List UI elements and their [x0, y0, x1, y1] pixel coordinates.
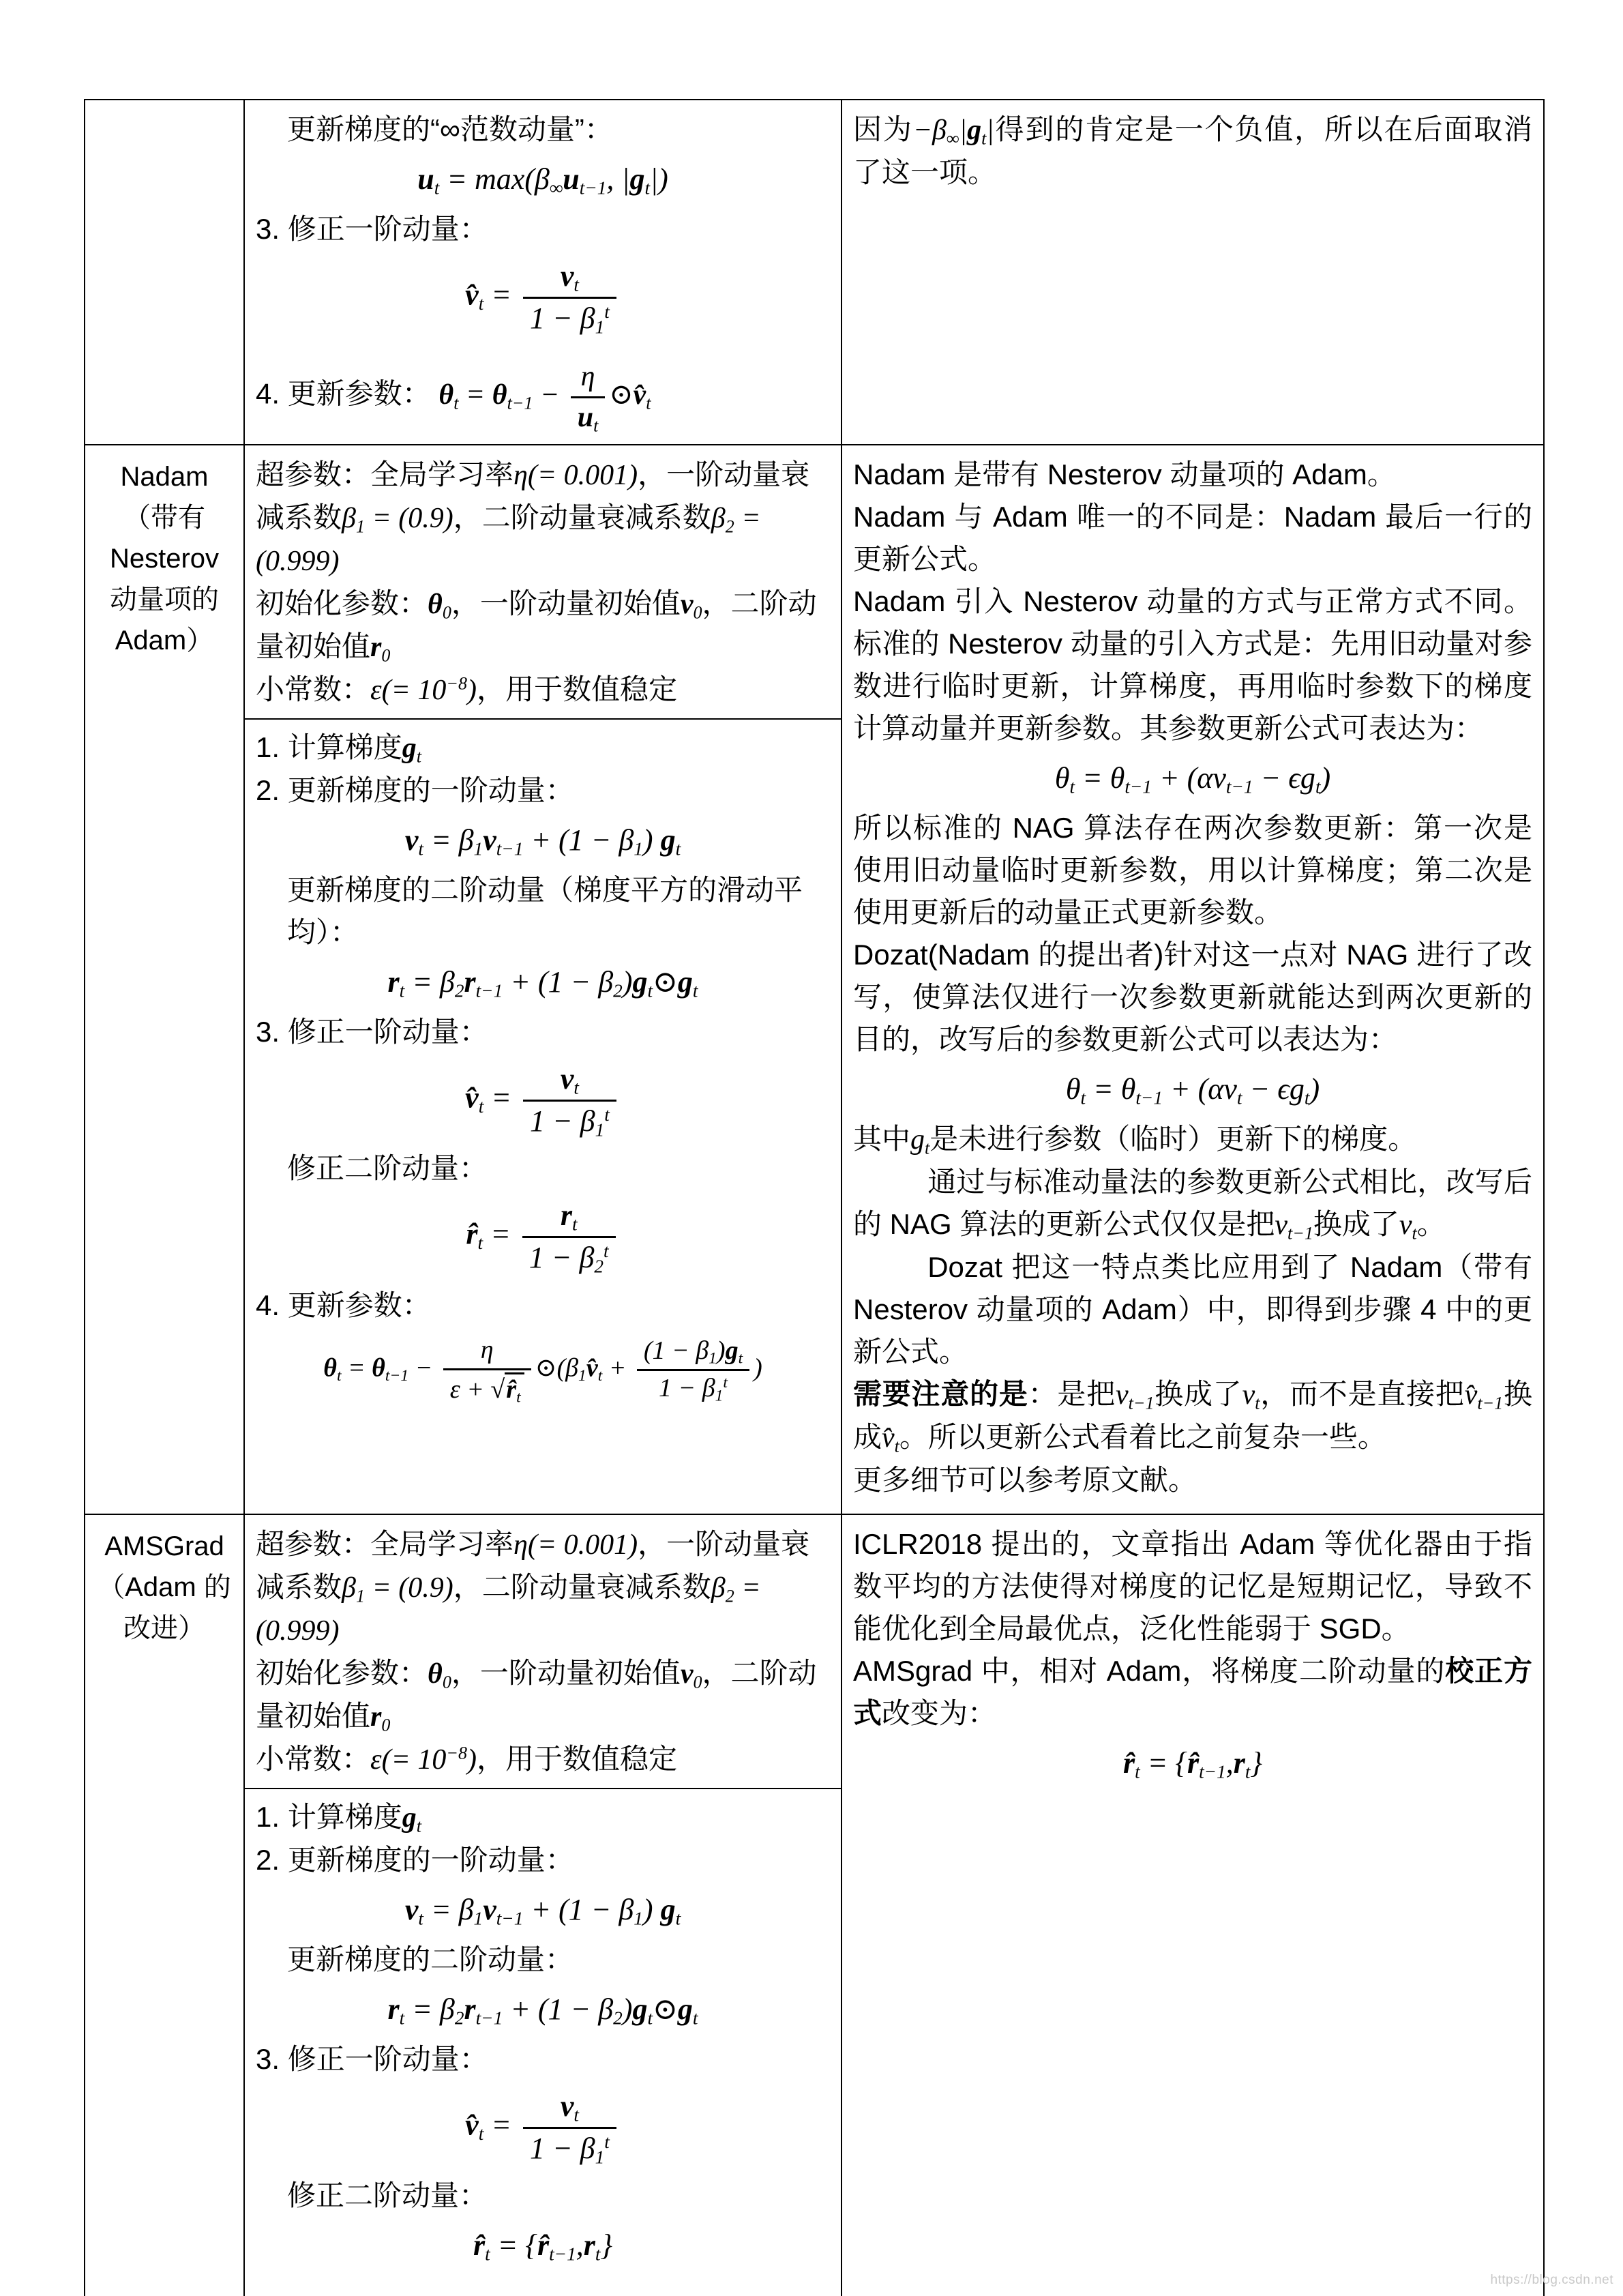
paragraph: 通过与标准动量法的参数更新公式相比，改写后的 NAG 算法的更新公式仅仅是把$v_{t-1}$换成了$v_t$。: [853, 1165, 1532, 1243]
paragraph: 所以标准的 NAG 算法存在两次参数更新：第一次是使用旧动量临时更新参数，用以计算梯度；第二次是使用更新后的动量正式更新参数。: [853, 811, 1532, 928]
paragraph: 需要注意的是：是把$v_{t-1}$换成了$v_t$，而不是直接把$v̂_{t-1}$换成$v̂_t$。所以更新公式看着比之前复杂一些。: [853, 1377, 1532, 1456]
table-row-adamax-continued: [85, 100, 1544, 445]
algorithm-name-line: AMSGrad: [104, 1531, 224, 1562]
optimizer-comparison-table: [84, 99, 1545, 2296]
formula: $\theta_t = \theta_{t-1}$ − $\frac{\eta}{\varepsilon + √r̂_t}$ $⊙(\beta_1v̂_t$ + $\frac{(1 - \beta_1)g_t}{1 - \beta_1^t}$ ): [323, 1335, 762, 1407]
algorithm-notes-cell: [842, 445, 1544, 1514]
algorithm-name-line: （Adam 的: [98, 1572, 231, 1603]
paragraph: Nadam 与 Adam 唯一的不同是：Nadam 最后一行的更新公式。: [853, 501, 1532, 576]
section-divider: [245, 1788, 841, 1789]
algorithm-name-line: 改进）: [123, 1613, 205, 1644]
algorithm-name-cell: [85, 100, 244, 445]
formula: $r̂_t$ = $\{r̂_{t-1},r_t\}$: [1122, 1746, 1263, 1782]
list-item: 4. 更新参数： $\theta_t = \theta_{t-1}$ − $\frac{\eta}{u_t}$ $⊙v̂_t$: [256, 361, 651, 436]
list-item: 1. 计算梯度$g_t$: [256, 1801, 421, 1836]
section-divider: [245, 718, 841, 720]
list-item: 3. 修正一阶动量：: [256, 2042, 488, 2075]
algorithm-name-line: Nadam: [120, 462, 209, 492]
paragraph: Dozat 把这一特点类比应用到了 Nadam（带有 Nesterov 动量项的 Adam）中，即得到步骤 4 中的更新公式。: [853, 1250, 1532, 1368]
paragraph: ICLR2018 提出的，文章指出 Adam 等优化器由于指数平均的方法使得对梯度的记忆是短期记忆，导致不能优化到全局最优点，泛化性能弱于 SGD。: [853, 1528, 1532, 1645]
paragraph: 因为$-\beta_\infty|g_t|$得到的肯定是一个负值，所以在后面取消了这一项。: [853, 113, 1532, 188]
list-item: 2. 更新梯度的一阶动量：: [256, 774, 574, 807]
paragraph: 更新梯度的二阶动量：: [287, 1943, 574, 1975]
paragraph: 更新梯度的“∞范数动量”：: [287, 113, 613, 145]
formula: $u_t = \max(\beta_\infty u_{t-1}$, $|g_t|$): [417, 162, 668, 198]
paragraph: 更多细节可以参考原文献。: [853, 1463, 1197, 1496]
paragraph: 初始化参数：$\theta_0$，一阶动量初始值$v_0$，二阶动量初始值$r_0$: [256, 1657, 817, 1735]
square-root: $√r̂_t$: [490, 1372, 524, 1406]
fraction: $\frac{\eta}{u_t}$: [571, 359, 606, 435]
paragraph: Nadam 是带有 Nesterov 动量项的 Adam。: [853, 458, 1396, 491]
formula: $r_t = \beta_2r_{t-1} + (1$ − $\beta_2)g_t⊙g_t$: [387, 965, 698, 1001]
algorithm-steps-cell: [244, 445, 842, 1514]
list-item: 3. 修正一阶动量：: [256, 212, 488, 245]
list-item: 2. 更新梯度的一阶动量：: [256, 1844, 574, 1876]
algorithm-name-cell: [85, 445, 244, 1514]
fraction: $\frac{\eta}{\varepsilon + √r̂_t}$: [443, 1335, 531, 1405]
fraction: $\frac{r_t}{1 - \beta_2^t}$: [522, 1198, 616, 1276]
formula: $v̂_t$ = $\frac{v_t}{1 - \beta_1^t}$: [256, 257, 830, 338]
algorithm-notes-cell: [842, 100, 1544, 445]
list-item: 4. 更新参数：: [256, 1289, 431, 1321]
algorithm-name-line: 动量项的: [110, 585, 219, 615]
paragraph: 修正二阶动量：: [287, 2179, 488, 2212]
paragraph: 小常数：$\varepsilon(= 10^{-8})$，用于数值稳定: [256, 1743, 678, 1776]
table-row-nadam: [85, 445, 1544, 1514]
formula: $\theta_t = \theta_{t-1} + (\alpha v_{t-1} - \epsilon g_t)$: [1054, 761, 1331, 797]
algorithm-name-line: Nesterov: [109, 544, 220, 574]
paragraph: 修正二阶动量：: [287, 1152, 488, 1185]
list-item: 3. 修正一阶动量：: [256, 1015, 488, 1048]
paragraph: 其中$g_t$是未进行参数（临时）更新下的梯度。: [853, 1122, 1417, 1158]
formula: $v_t = \beta_1v_{t-1} + (1 - \beta_1)$ $g_t$: [404, 1893, 681, 1929]
paragraph: 更新梯度的二阶动量（梯度平方的滑动平均）：: [287, 873, 803, 948]
algorithm-notes-cell: [842, 1514, 1544, 2296]
paragraph: 小常数：$\varepsilon(= 10^{-8})$，用于数值稳定: [256, 673, 678, 707]
paragraph: 超参数：全局学习率η(= 0.001)，一阶动量衰减系数$\beta_1 = (0.9)$，二阶动量衰减系数$\beta_2 = (0.999)$: [256, 1528, 810, 1647]
formula: $v̂_t$ = $\frac{v_t}{1 - \beta_1^t}$: [256, 2087, 830, 2168]
fraction: $\frac{v_t}{1 - \beta_1^t}$: [523, 1061, 616, 1140]
paragraph: Nadam 引入 Nesterov 动量的方式与正常方式不同。标准的 Nesterov 动量的引入方式是：先用旧动量对参数进行临时更新，计算梯度，再用临时参数下的梯度计算动量并更新参数。其参数更新公式可表达为：: [853, 585, 1532, 745]
fraction: $\frac{(1 - \beta_1)g_t}{1 - \beta_1^t}$: [637, 1336, 749, 1404]
algorithm-name-cell: [85, 1514, 244, 2296]
fraction: $\frac{v_t}{1 - \beta_1^t}$: [523, 2089, 616, 2167]
algorithm-name-line: （带有: [123, 503, 205, 533]
list-item: 1. 计算梯度$g_t$: [256, 731, 421, 767]
formula: $v̂_t$ = $\frac{v_t}{1 - \beta_1^t}$: [256, 1060, 830, 1141]
paragraph: Dozat(Nadam 的提出者)针对这一点对 NAG 进行了改写，使算法仅进行一次参数更新就能达到两次更新的目的，改写后的参数更新公式可以表达为：: [853, 938, 1532, 1055]
fraction: $\frac{v_t}{1 - \beta_1^t}$: [523, 259, 616, 337]
formula: $\theta_t = \theta_{t-1} + (\alpha v_t - \epsilon g_t)$: [1065, 1072, 1320, 1108]
table-row-amsgrad: [85, 1514, 1544, 2296]
formula: $r_t = \beta_2r_{t-1} + (1$ − $\beta_2)g_t⊙g_t$: [387, 1992, 698, 2029]
watermark: https://blog.csdn.net: [1490, 2273, 1613, 2287]
algorithm-name-line: Adam）: [115, 625, 214, 656]
paragraph: 初始化参数：$\theta_0$，一阶动量初始值$v_0$，二阶动量初始值$r_0$: [256, 587, 817, 666]
formula: $r̂_t$ = $\{r̂_{t-1},r_t\}$: [473, 2228, 613, 2265]
formula: $v_t = \beta_1v_{t-1} + (1 - \beta_1)$ $g_t$: [404, 823, 681, 859]
paragraph: 超参数：全局学习率η(= 0.001)，一阶动量衰减系数$\beta_1 = (0.9)$，二阶动量衰减系数$\beta_2 = (0.999)$: [256, 458, 810, 578]
algorithm-steps-cell: [244, 1514, 842, 2296]
formula: $r̂_t$ = $\frac{r_t}{1 - \beta_2^t}$: [256, 1196, 830, 1278]
algorithm-steps-cell: [244, 100, 842, 445]
paragraph: AMSgrad 中，相对 Adam，将梯度二阶动量的校正方式改变为：: [853, 1655, 1532, 1730]
